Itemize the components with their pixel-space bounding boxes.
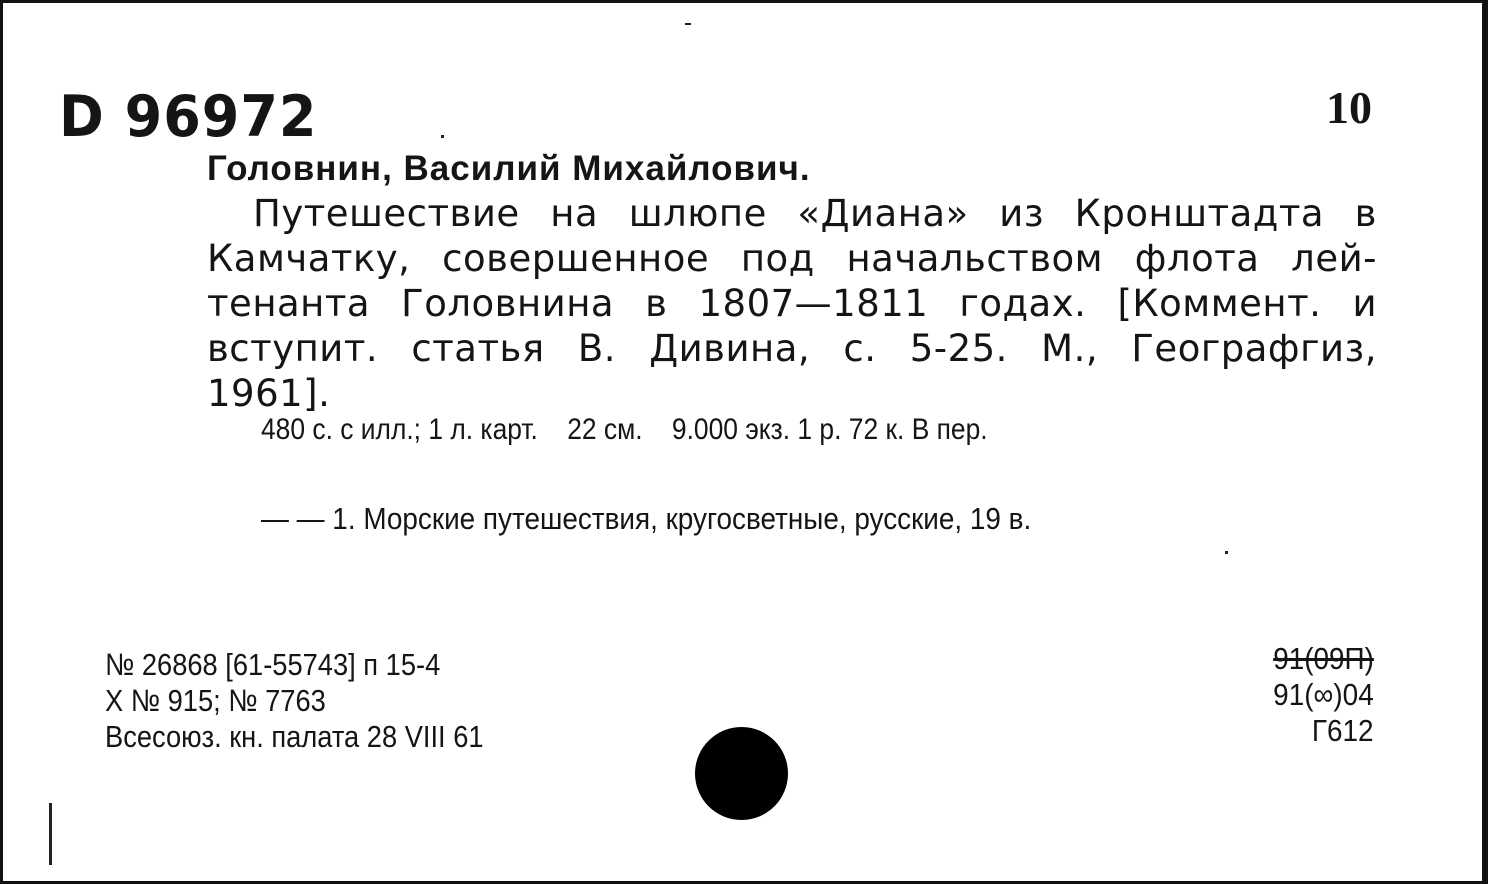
author-heading: Головнин, Василий Михайлович. (207, 149, 811, 188)
margin-mark (49, 803, 52, 865)
registry-line: Всесоюз. кн. палата 28 VIII 61 (105, 719, 484, 754)
classification-code: 91(∞)04 (1273, 677, 1374, 712)
collation-line: 480 с. с илл.; 1 л. карт. 22 см. 9.000 экз. 1 р. 72 к. В пер. (261, 413, 988, 446)
description-line: тенанта Головнина в 1807—1811 годах. [Коммент. и (207, 282, 1377, 325)
description-line: вступит. статья В. Дивина, с. 5-25. М., Географгиз, (207, 327, 1377, 370)
description-line: Камчатку, совершенное под начальством флота лей- (207, 237, 1377, 280)
description-line: 1961]. (207, 372, 331, 415)
subject-heading: — — 1. Морские путешествия, кругосветные, русские, 19 в. (261, 501, 1032, 536)
registry-line: X № 915; № 7763 (105, 683, 326, 718)
classification-struck: 91(09П) (1273, 641, 1374, 676)
speck-mark (441, 135, 444, 138)
card-number: 10 (1326, 82, 1372, 133)
description-line: Путешествие на шлюпе «Диана» из Кронштадта в (253, 192, 1377, 235)
registry-line: № 26868 [61-55743] п 15-4 (105, 647, 441, 682)
call-number: D 96972 (59, 83, 318, 150)
punch-hole (695, 727, 788, 820)
speck-mark (1225, 551, 1228, 554)
author-mark: Г612 (1312, 713, 1374, 748)
title-description (207, 191, 1377, 416)
speck-mark (685, 23, 691, 25)
